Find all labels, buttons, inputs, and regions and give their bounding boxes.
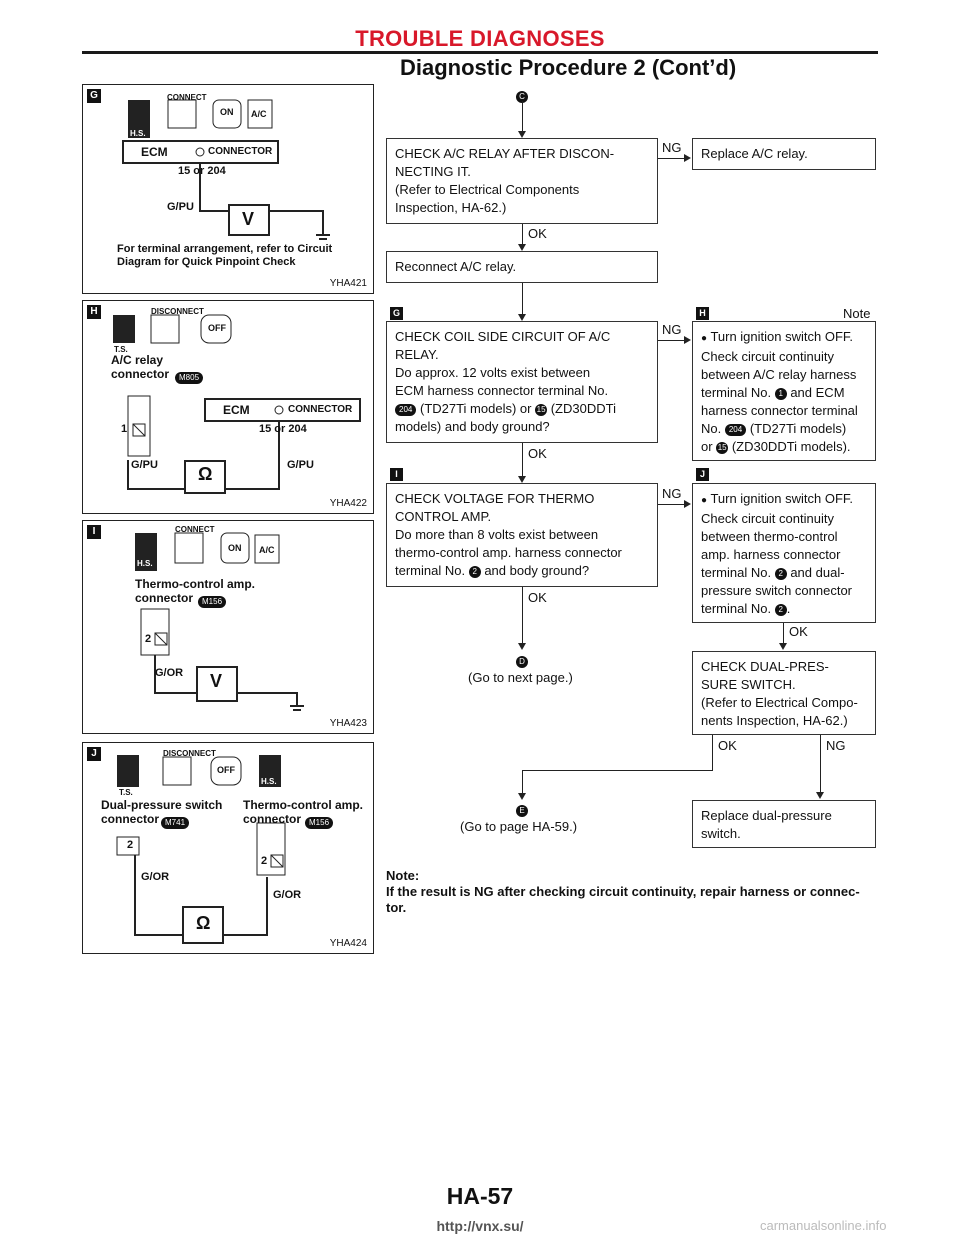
off-label: OFF xyxy=(208,323,226,333)
connector-line xyxy=(658,340,686,341)
text-span: and body ground? xyxy=(484,563,590,578)
figure-code: YHA422 xyxy=(329,498,367,509)
disconnect-label: DISCONNECT xyxy=(163,749,216,758)
hs-label: H.S. xyxy=(261,777,277,786)
text-line: CHECK COIL SIDE CIRCUIT OF A/C xyxy=(395,329,611,344)
terminal-2-right: 2 xyxy=(261,855,268,867)
text-line xyxy=(395,562,649,580)
connector-line xyxy=(522,770,713,771)
text-span: and dual- xyxy=(790,565,845,580)
connector-label: CONNECTOR xyxy=(208,146,273,157)
terminal-ref: 15 xyxy=(717,442,727,452)
figure-code: YHA424 xyxy=(329,938,367,949)
wire-color-right: G/OR xyxy=(273,889,302,901)
text-span: (TD27Ti models) or xyxy=(419,401,532,416)
text-span: Turn ignition switch OFF. xyxy=(710,329,853,344)
ok-label: OK xyxy=(528,226,547,241)
connect-label: CONNECT xyxy=(175,525,215,534)
bullet-icon: ● xyxy=(701,333,708,344)
text-line xyxy=(701,420,867,438)
text-line: Check circuit continuity xyxy=(701,349,834,364)
wire-color-left: G/OR xyxy=(141,871,170,883)
note-label: Note xyxy=(843,306,871,321)
terminal-label: 15 or 204 xyxy=(178,165,226,177)
header-rule xyxy=(82,51,878,54)
source-link[interactable]: http://vnx.su/ xyxy=(436,1218,524,1234)
step-tag: G xyxy=(390,307,403,320)
check-coil-circuit-box xyxy=(386,321,658,443)
marker-letter: C xyxy=(516,91,528,103)
text-line: CONTROL AMP. xyxy=(395,509,492,524)
arrow-right xyxy=(684,500,691,508)
replace-relay-box: Replace A/C relay. xyxy=(692,138,876,170)
terminal-1: 1 xyxy=(121,423,128,435)
ok-label: OK xyxy=(718,738,737,753)
text-line xyxy=(701,384,867,402)
ohmmeter-label: Ω xyxy=(198,464,213,484)
voltmeter-label: V xyxy=(210,671,223,691)
arrow-down xyxy=(518,643,526,650)
text-line xyxy=(701,438,867,456)
text-span: No. xyxy=(701,421,722,436)
connector-line xyxy=(522,283,523,315)
panel-tag: I xyxy=(87,525,101,539)
goto-d-text: (Go to next page.) xyxy=(468,670,573,685)
connector-line xyxy=(522,587,523,644)
dual-connector-label: connector xyxy=(101,812,160,826)
arrow-down xyxy=(518,314,526,321)
text-line: ECM harness connector terminal No. xyxy=(395,383,609,398)
connector-line xyxy=(522,443,523,476)
ng-label: NG xyxy=(662,140,682,155)
step-tag: I xyxy=(390,468,403,481)
hs-label: H.S. xyxy=(137,559,153,568)
arrow-down xyxy=(518,244,526,251)
text-line: harness connector terminal xyxy=(701,403,858,418)
replace-dual-pressure-box: Replace dual-pressure switch. xyxy=(692,800,876,848)
figure-code: YHA421 xyxy=(329,278,367,289)
thermo-connector-label: connector xyxy=(243,812,302,826)
terminal-ref: 2 xyxy=(775,604,787,616)
ng-label: NG xyxy=(662,322,682,337)
on-label: ON xyxy=(220,107,234,117)
connector-ref xyxy=(198,593,226,611)
on-label: ON xyxy=(228,543,242,553)
connector-ref xyxy=(175,369,203,387)
connector-ref-text: M156 xyxy=(198,596,226,608)
check-dual-pressure-box: CHECK DUAL-PRES- SURE SWITCH. (Refer to Electrical Compo- nents Inspection, HA-62.) xyxy=(692,651,876,735)
ng-label: NG xyxy=(662,486,682,501)
text-line: CHECK VOLTAGE FOR THERMO xyxy=(395,491,595,506)
text-line xyxy=(701,564,867,582)
text-line xyxy=(701,600,867,618)
thermo-connector-ref xyxy=(305,814,333,832)
hs-label: H.S. xyxy=(130,129,146,138)
terminal-2: 2 xyxy=(145,633,152,645)
arrow-down xyxy=(518,131,526,138)
diagram-panel-i xyxy=(82,520,374,734)
text-line: RELAY. xyxy=(395,347,439,362)
text-span: terminal No. xyxy=(395,563,466,578)
dual-connector-ref xyxy=(161,814,189,832)
arrow-down xyxy=(518,793,526,800)
ng-label: NG xyxy=(826,738,846,753)
ac-label: A/C xyxy=(259,545,275,555)
panel-tag: H xyxy=(87,305,101,319)
wire-color-right: G/PU xyxy=(287,459,314,471)
section-title: TROUBLE DIAGNOSES xyxy=(355,26,605,51)
check-ac-relay-box: CHECK A/C RELAY AFTER DISCON- NECTING IT. (Refer to Electrical Components Inspection, HA-62.) xyxy=(386,138,658,224)
goto-e-text: (Go to page HA-59.) xyxy=(460,819,578,834)
text-line: Do approx. 12 volts exist between xyxy=(395,365,591,380)
check-relay-continuity-box xyxy=(692,321,876,461)
text-line: thermo-control amp. harness connector xyxy=(395,545,622,560)
text-line: Do more than 8 volts exist between xyxy=(395,527,599,542)
step-tag: H xyxy=(696,307,709,320)
text-span: Turn ignition switch OFF. xyxy=(710,491,853,506)
text-span: (TD27Ti models) xyxy=(749,421,847,436)
text-line xyxy=(701,328,867,348)
figure-code: YHA423 xyxy=(329,718,367,729)
thermo-title: Thermo-control amp. xyxy=(243,798,364,812)
text-span: terminal No. xyxy=(701,601,772,616)
page-number: HA-57 xyxy=(446,1183,514,1209)
thermo-connector-ref-text: M156 xyxy=(305,817,333,829)
terminal-note: For terminal arrangement, refer to Circuit Diagram for Quick Pinpoint Check xyxy=(117,243,333,268)
text-span: (ZD30DDTi models). xyxy=(731,439,851,454)
ac-label: A/C xyxy=(251,109,267,119)
connect-label: CONNECT xyxy=(167,93,207,102)
arrow-down xyxy=(518,476,526,483)
text-span: (ZD30DDTi xyxy=(550,401,616,416)
wire-color-label: G/OR xyxy=(155,667,184,679)
watermark: carmanualsonline.info xyxy=(760,1218,887,1233)
connector-line xyxy=(820,735,821,793)
terminal-ref: 1 xyxy=(775,388,787,400)
terminal-ref: 2 xyxy=(469,566,481,578)
text-span: or xyxy=(701,439,713,454)
connector-line xyxy=(712,735,713,770)
thermo-title: Thermo-control amp. xyxy=(135,577,256,591)
text-span: . xyxy=(786,601,791,616)
text-line: models) and body ground? xyxy=(395,419,550,434)
bullet-icon: ● xyxy=(701,495,708,506)
page-subtitle: Diagnostic Procedure 2 (Cont’d) xyxy=(400,55,737,80)
ts-label: T.S. xyxy=(119,788,133,797)
connector-line xyxy=(522,224,523,244)
ts-label: T.S. xyxy=(114,345,128,354)
off-label: OFF xyxy=(217,765,235,775)
arrow-right xyxy=(684,154,691,162)
goto-d-marker xyxy=(516,653,528,671)
ecm-label: ECM xyxy=(223,403,250,417)
arrow-down xyxy=(779,643,787,650)
dual-connector-ref-text: M741 xyxy=(161,817,189,829)
arrow-right xyxy=(684,336,691,344)
ecm-label: ECM xyxy=(141,145,168,159)
check-thermo-voltage-box xyxy=(386,483,658,587)
text-line: Check circuit continuity xyxy=(701,511,834,526)
ok-label: OK xyxy=(528,590,547,605)
text-span: terminal No. xyxy=(701,385,772,400)
diagram-panel-g xyxy=(82,84,374,294)
connector-line xyxy=(658,158,686,159)
text-line: between thermo-control xyxy=(701,529,838,544)
terminal-ref: 2 xyxy=(775,568,787,580)
step-tag: J xyxy=(696,468,709,481)
connector-line xyxy=(522,101,523,131)
panel-tag: J xyxy=(87,747,101,761)
text-span: and ECM xyxy=(790,385,845,400)
relay-title: A/C relay xyxy=(111,353,164,367)
connector-ref: 204 xyxy=(725,424,746,436)
text-span: terminal No. xyxy=(701,565,772,580)
disconnect-label: DISCONNECT xyxy=(151,307,204,316)
connector-line xyxy=(658,504,686,505)
connector-ref-text: M805 xyxy=(175,372,203,384)
ohmmeter-label: Ω xyxy=(196,913,211,933)
reconnect-relay-box: Reconnect A/C relay. xyxy=(386,251,658,283)
connector-line xyxy=(783,623,784,644)
connector-label: connector xyxy=(111,367,170,381)
ok-label: OK xyxy=(789,624,808,639)
connector-label: connector xyxy=(135,591,194,605)
text-line xyxy=(701,490,867,510)
note-text: If the result is NG after checking circuit continuity, repair harness or connec- tor. xyxy=(386,884,860,915)
wire-color-label: G/PU xyxy=(167,201,194,213)
diagram-panel-h xyxy=(82,300,374,514)
connector-line xyxy=(522,770,523,794)
check-thermo-continuity-box xyxy=(692,483,876,623)
text-line: pressure switch connector xyxy=(701,583,853,598)
terminal-ref: 15 xyxy=(536,404,546,414)
arrow-down xyxy=(816,792,824,799)
wire-color-left: G/PU xyxy=(131,459,158,471)
goto-e-marker xyxy=(516,802,528,820)
marker-letter: E xyxy=(516,805,528,817)
dual-pressure-title: Dual-pressure switch xyxy=(101,798,223,812)
terminal-2-left: 2 xyxy=(127,839,134,851)
text-line xyxy=(395,400,649,418)
ok-label: OK xyxy=(528,446,547,461)
panel-tag: G xyxy=(87,89,101,103)
voltmeter-label: V xyxy=(242,209,255,229)
terminal-label: 15 or 204 xyxy=(259,423,307,435)
ecm-connector-label: CONNECTOR xyxy=(288,404,353,415)
marker-letter: D xyxy=(516,656,528,668)
text-line: between A/C relay harness xyxy=(701,367,857,382)
diagram-panel-j xyxy=(82,742,374,954)
connector-ref: 204 xyxy=(395,404,416,416)
note-title: Note: xyxy=(386,868,420,883)
text-line: amp. harness connector xyxy=(701,547,841,562)
